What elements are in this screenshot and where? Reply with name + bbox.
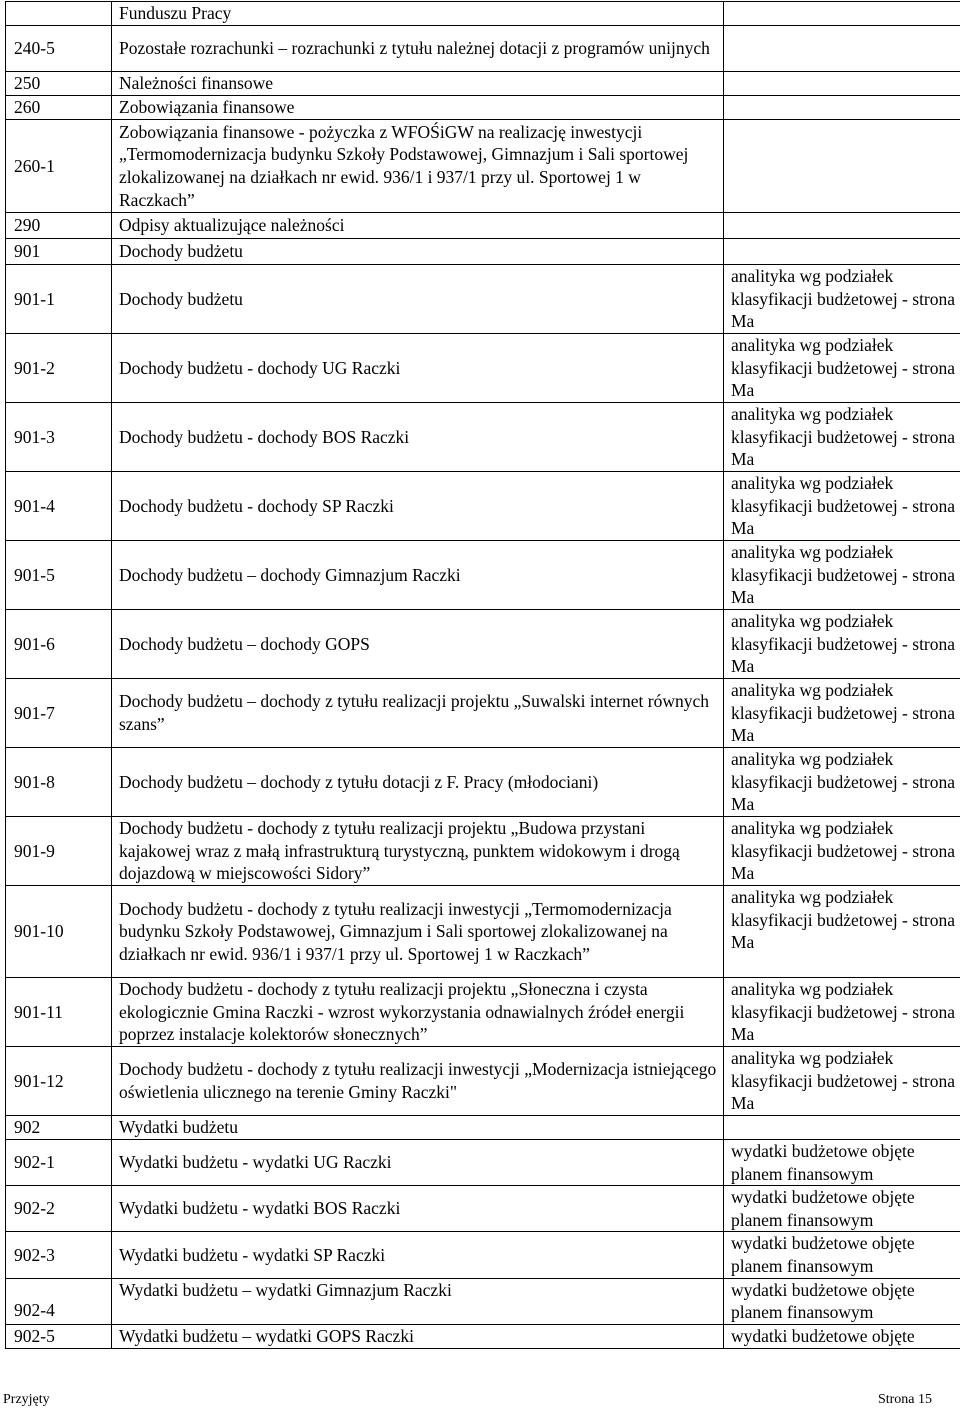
table-row bbox=[6, 265, 960, 334]
table-row bbox=[6, 1047, 960, 1116]
account-note: analityka wg podziałek klasyfikacji budżetowej - strona Ma bbox=[724, 886, 960, 978]
account-code: 902-4 bbox=[6, 1278, 112, 1324]
account-name: Wydatki budżetu bbox=[112, 1116, 724, 1140]
account-note bbox=[724, 120, 960, 213]
account-code: 260-1 bbox=[6, 120, 112, 213]
account-name: Zobowiązania finansowe bbox=[112, 96, 724, 120]
account-code: 901-4 bbox=[6, 472, 112, 541]
account-name: Odpisy aktualizujące należności bbox=[112, 213, 724, 239]
account-note bbox=[724, 26, 960, 72]
account-note: analityka wg podziałek klasyfikacji budżetowej - strona Ma bbox=[724, 610, 960, 679]
table-row bbox=[6, 1186, 960, 1232]
account-name: Dochody budżetu - dochody z tytułu realizacji inwestycji „Modernizacja istniejącego oświetlenia ulicznego na terenie Gminy Raczki" bbox=[112, 1047, 724, 1116]
table-row bbox=[6, 72, 960, 96]
table-row bbox=[6, 679, 960, 748]
table-row bbox=[6, 239, 960, 265]
account-name: Dochody budżetu - dochody BOS Raczki bbox=[112, 403, 724, 472]
account-name: Wydatki budżetu - wydatki SP Raczki bbox=[112, 1232, 724, 1278]
account-note bbox=[724, 2, 960, 26]
table-row bbox=[6, 817, 960, 886]
account-note: analityka wg podziałek klasyfikacji budżetowej - strona Ma bbox=[724, 541, 960, 610]
account-name: Zobowiązania finansowe - pożyczka z WFOŚiGW na realizację inwestycji „Termomodernizacja budynku Szkoły Podstawowej, Gimnazjum i Sali sportowej zlokalizowanej na działkach nr ewid. 936/1 i 937/1 przy ul. Sportowej 1 w Raczkach” bbox=[112, 120, 724, 213]
account-code bbox=[6, 2, 112, 26]
account-note: wydatki budżetowe objęte planem finansowym bbox=[724, 1232, 960, 1278]
table-row bbox=[6, 2, 960, 26]
account-note bbox=[724, 72, 960, 96]
account-name: Wydatki budżetu - wydatki BOS Raczki bbox=[112, 1186, 724, 1232]
account-note: wydatki budżetowe objęte bbox=[724, 1324, 960, 1348]
table-row bbox=[6, 1140, 960, 1186]
account-name: Funduszu Pracy bbox=[112, 2, 724, 26]
table-row bbox=[6, 1116, 960, 1140]
account-name: Dochody budżetu bbox=[112, 239, 724, 265]
account-code: 901-12 bbox=[6, 1047, 112, 1116]
table-row bbox=[6, 610, 960, 679]
table-row bbox=[6, 403, 960, 472]
account-note: analityka wg podziałek klasyfikacji budżetowej - strona Ma bbox=[724, 265, 960, 334]
account-note: analityka wg podziałek klasyfikacji budżetowej - strona Ma bbox=[724, 748, 960, 817]
account-code: 901-7 bbox=[6, 679, 112, 748]
account-code: 902-3 bbox=[6, 1232, 112, 1278]
account-code: 250 bbox=[6, 72, 112, 96]
account-code: 902-2 bbox=[6, 1186, 112, 1232]
account-code: 290 bbox=[6, 213, 112, 239]
account-note: analityka wg podziałek klasyfikacji budżetowej - strona Ma bbox=[724, 472, 960, 541]
account-note: analityka wg podziałek klasyfikacji budżetowej - strona Ma bbox=[724, 679, 960, 748]
account-note bbox=[724, 1116, 960, 1140]
footer-status: Przyjęty bbox=[3, 1392, 50, 1407]
table-row bbox=[6, 1278, 960, 1324]
account-code: 902 bbox=[6, 1116, 112, 1140]
account-code: 901-2 bbox=[6, 334, 112, 403]
account-code: 901-5 bbox=[6, 541, 112, 610]
account-name: Dochody budżetu – dochody z tytułu realizacji projektu „Suwalski internet równych szans” bbox=[112, 679, 724, 748]
table-row bbox=[6, 748, 960, 817]
account-code: 901-10 bbox=[6, 886, 112, 978]
account-note: wydatki budżetowe objęte planem finansowym bbox=[724, 1186, 960, 1232]
account-name: Dochody budżetu – dochody GOPS bbox=[112, 610, 724, 679]
account-code: 901-3 bbox=[6, 403, 112, 472]
account-code: 901-8 bbox=[6, 748, 112, 817]
table-row bbox=[6, 96, 960, 120]
account-note: wydatki budżetowe objęte planem finansowym bbox=[724, 1140, 960, 1186]
accounts-table bbox=[5, 1, 960, 1349]
account-code: 901-9 bbox=[6, 817, 112, 886]
account-note bbox=[724, 213, 960, 239]
account-name: Dochody budżetu – dochody Gimnazjum Raczki bbox=[112, 541, 724, 610]
account-name: Dochody budżetu bbox=[112, 265, 724, 334]
account-name: Dochody budżetu - dochody z tytułu realizacji projektu „Słoneczna i czysta ekologicznie Gmina Raczki - wzrost wykorzystania odnawialnych źródeł energii poprzez instalacje kolektorów słonecznych” bbox=[112, 978, 724, 1047]
account-code: 901 bbox=[6, 239, 112, 265]
account-name: Dochody budżetu - dochody z tytułu realizacji inwestycji „Termomodernizacja budynku Szkoły Podstawowej, Gimnazjum i Sali sportowej zlokalizowanej na działkach nr ewid. 936/1 i 937/1 przy ul. Sportowej 1 w Raczkach” bbox=[112, 886, 724, 978]
account-name: Wydatki budżetu - wydatki UG Raczki bbox=[112, 1140, 724, 1186]
page-number: Strona 15 bbox=[877, 1392, 932, 1407]
table-row bbox=[6, 978, 960, 1047]
table-row bbox=[6, 120, 960, 213]
table-row bbox=[6, 1324, 960, 1348]
table-row bbox=[6, 541, 960, 610]
table-row bbox=[6, 26, 960, 72]
account-code: 260 bbox=[6, 96, 112, 120]
account-note: analityka wg podziałek klasyfikacji budżetowej - strona Ma bbox=[724, 1047, 960, 1116]
account-name: Wydatki budżetu – wydatki GOPS Raczki bbox=[112, 1324, 724, 1348]
table-row bbox=[6, 334, 960, 403]
account-code: 901-1 bbox=[6, 265, 112, 334]
table-row bbox=[6, 1232, 960, 1278]
account-note bbox=[724, 239, 960, 265]
account-code: 902-1 bbox=[6, 1140, 112, 1186]
account-code: 902-5 bbox=[6, 1324, 112, 1348]
account-name: Dochody budżetu - dochody z tytułu realizacji projektu „Budowa przystani kajakowej wraz z małą infrastrukturą turystyczną, punktem widokowym i drogą dojazdową w miejscowości Sidory” bbox=[112, 817, 724, 886]
table-row bbox=[6, 213, 960, 239]
account-name: Wydatki budżetu – wydatki Gimnazjum Raczki bbox=[112, 1278, 724, 1324]
account-name: Dochody budżetu - dochody SP Raczki bbox=[112, 472, 724, 541]
account-code: 240-5 bbox=[6, 26, 112, 72]
table-row bbox=[6, 886, 960, 978]
account-name: Pozostałe rozrachunki – rozrachunki z tytułu należnej dotacji z programów unijnych bbox=[112, 26, 724, 72]
account-name: Dochody budżetu – dochody z tytułu dotacji z F. Pracy (młodociani) bbox=[112, 748, 724, 817]
account-code: 901-6 bbox=[6, 610, 112, 679]
account-note bbox=[724, 96, 960, 120]
account-note: analityka wg podziałek klasyfikacji budżetowej - strona Ma bbox=[724, 817, 960, 886]
account-name: Należności finansowe bbox=[112, 72, 724, 96]
account-name: Dochody budżetu - dochody UG Raczki bbox=[112, 334, 724, 403]
account-note: wydatki budżetowe objęte planem finansowym bbox=[724, 1278, 960, 1324]
account-code: 901-11 bbox=[6, 978, 112, 1047]
account-note: analityka wg podziałek klasyfikacji budżetowej - strona Ma bbox=[724, 403, 960, 472]
account-note: analityka wg podziałek klasyfikacji budżetowej - strona Ma bbox=[724, 978, 960, 1047]
account-note: analityka wg podziałek klasyfikacji budżetowej - strona Ma bbox=[724, 334, 960, 403]
table-row bbox=[6, 472, 960, 541]
